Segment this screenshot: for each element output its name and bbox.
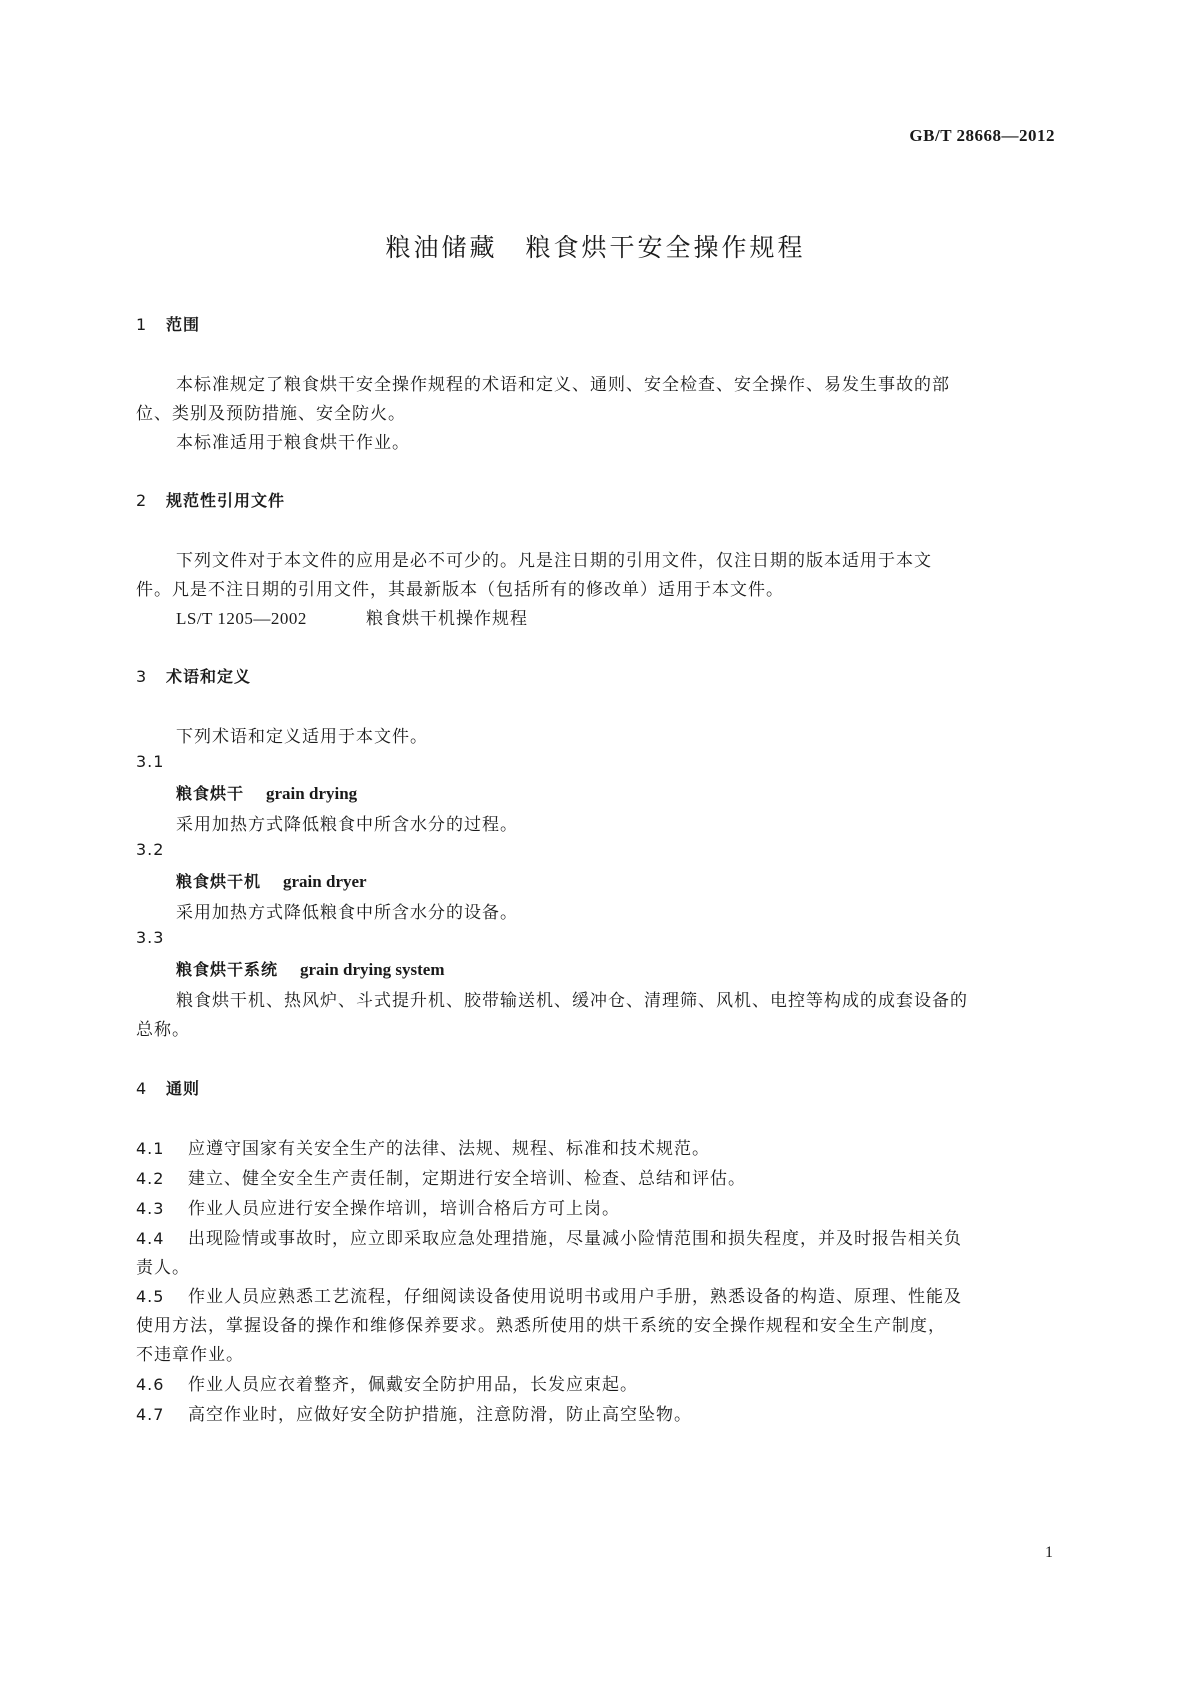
terms-intro: 下列术语和定义适用于本文件。	[176, 727, 428, 747]
term-en: grain drying system	[300, 960, 445, 979]
clause-item	[136, 1282, 962, 1307]
term-definition: 采用加热方式降低粮食中所含水分的设备。	[176, 903, 518, 923]
reference-entry	[176, 604, 528, 629]
section-title: 通则	[166, 1079, 201, 1098]
clause-number: 4.3	[136, 1199, 165, 1218]
clause-item	[136, 1370, 638, 1395]
term-entry	[176, 957, 445, 980]
section-title: 术语和定义	[166, 667, 252, 686]
clause-text: 作业人员应衣着整齐，佩戴安全防护用品，长发应束起。	[188, 1375, 638, 1395]
section-heading-normative	[136, 488, 285, 511]
term-definition-cont: 总称。	[136, 1020, 190, 1040]
clause-number: 4.6	[136, 1375, 165, 1394]
section-title: 规范性引用文件	[166, 491, 286, 510]
reference-code: LS/T 1205—2002	[176, 609, 307, 628]
scope-paragraph: 本标准适用于粮食烘干作业。	[176, 433, 410, 453]
clause-number: 4.5	[136, 1287, 165, 1306]
clause-text-cont: 不违章作业。	[136, 1345, 244, 1365]
reference-title: 粮食烘干机操作规程	[366, 609, 528, 629]
term-entry	[176, 781, 357, 804]
clause-number: 4.1	[136, 1139, 165, 1158]
clause-text: 高空作业时，应做好安全防护措施，注意防滑，防止高空坠物。	[188, 1405, 692, 1425]
clause-item	[136, 1224, 962, 1249]
clause-item	[136, 1400, 692, 1425]
clause-number: 4.4	[136, 1229, 165, 1248]
section-number: 4	[136, 1079, 148, 1098]
standard-code: GB/T 28668—2012	[909, 126, 1055, 145]
section-heading-scope	[136, 312, 200, 335]
term-cn: 粮食烘干	[176, 784, 245, 803]
page-number: 1	[1045, 1544, 1053, 1561]
term-number: 3.1	[136, 752, 165, 771]
clause-text: 建立、健全安全生产责任制，定期进行安全培训、检查、总结和评估。	[188, 1169, 746, 1189]
clause-text: 作业人员应熟悉工艺流程，仔细阅读设备使用说明书或用户手册，熟悉设备的构造、原理、性能及	[188, 1287, 962, 1307]
normative-paragraph-line: 件。凡是不注日期的引用文件，其最新版本（包括所有的修改单）适用于本文件。	[136, 580, 784, 600]
clause-item	[136, 1194, 620, 1219]
clause-item	[136, 1134, 710, 1159]
term-cn: 粮食烘干机	[176, 872, 262, 891]
clause-text: 应遵守国家有关安全生产的法律、法规、规程、标准和技术规范。	[188, 1139, 710, 1159]
clause-number: 4.2	[136, 1169, 165, 1188]
page-title: 粮油储藏 粮食烘干安全操作规程	[385, 233, 806, 262]
section-number: 3	[136, 667, 148, 686]
section-title: 范围	[166, 315, 201, 334]
term-entry	[176, 869, 367, 892]
term-number: 3.3	[136, 928, 165, 947]
section-heading-general	[136, 1076, 200, 1099]
section-number: 1	[136, 315, 148, 334]
clause-text: 作业人员应进行安全操作培训，培训合格后方可上岗。	[188, 1199, 620, 1219]
term-en: grain drying	[266, 784, 358, 803]
clause-item	[136, 1164, 746, 1189]
clause-number: 4.7	[136, 1405, 165, 1424]
term-definition: 粮食烘干机、热风炉、斗式提升机、胶带输送机、缓冲仓、清理筛、风机、电控等构成的成套设备的	[176, 991, 968, 1011]
scope-paragraph-line: 位、类别及预防措施、安全防火。	[136, 404, 406, 424]
term-definition: 采用加热方式降低粮食中所含水分的过程。	[176, 815, 518, 835]
term-en: grain dryer	[283, 872, 367, 891]
term-number: 3.2	[136, 840, 165, 859]
scope-paragraph-line: 本标准规定了粮食烘干安全操作规程的术语和定义、通则、安全检查、安全操作、易发生事故的部	[176, 375, 950, 395]
term-cn: 粮食烘干系统	[176, 960, 279, 979]
section-heading-terms	[136, 664, 251, 687]
clause-text: 出现险情或事故时，应立即采取应急处理措施，尽量减小险情范围和损失程度，并及时报告相关负	[188, 1229, 962, 1249]
clause-text-cont: 使用方法，掌握设备的操作和维修保养要求。熟悉所使用的烘干系统的安全操作规程和安全生产制度，	[136, 1316, 946, 1336]
clause-text-cont: 责人。	[136, 1258, 190, 1278]
normative-paragraph-line: 下列文件对于本文件的应用是必不可少的。凡是注日期的引用文件，仅注日期的版本适用于本文	[176, 551, 932, 571]
section-number: 2	[136, 491, 148, 510]
